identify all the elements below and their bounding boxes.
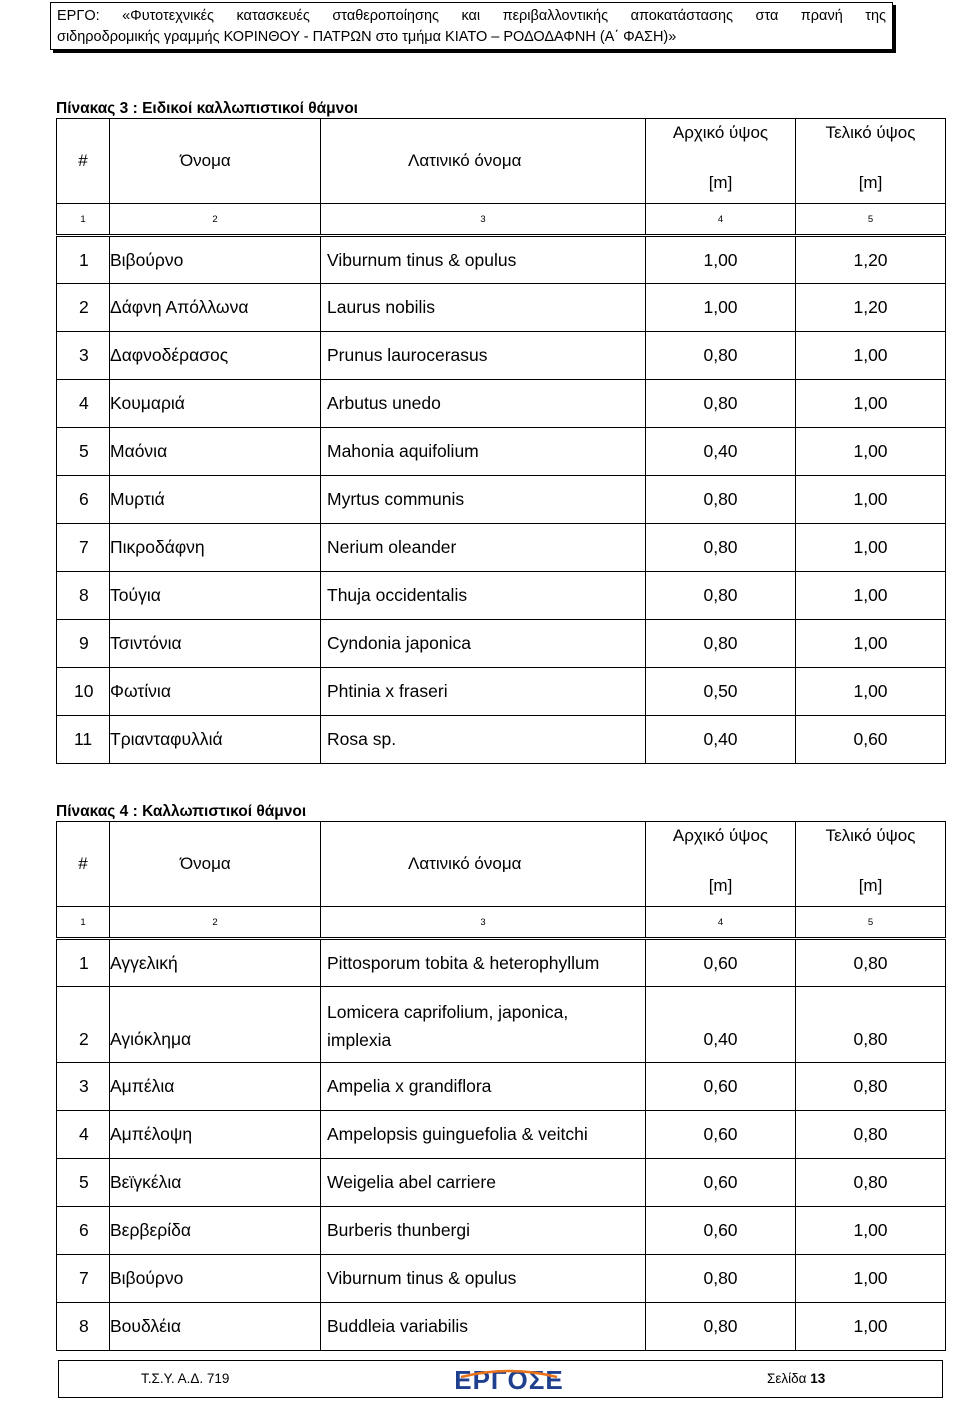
- row-final: 1,20: [796, 284, 946, 332]
- row-name: Αμπέλοψη: [110, 1111, 321, 1159]
- table-row: [57, 987, 946, 1063]
- row-latin: [321, 987, 646, 1063]
- row-name: Πικροδάφνη: [110, 524, 321, 572]
- row-initial: 0,80: [646, 620, 796, 668]
- row-initial: 0,80: [646, 572, 796, 620]
- row-initial: 0,80: [646, 1255, 796, 1303]
- row-number: 7: [57, 524, 110, 572]
- row-number: 1: [57, 236, 110, 284]
- row-latin: Phtinia x fraseri: [321, 668, 646, 716]
- table-row: [57, 572, 946, 620]
- table4-title: Πίνακας 4 : Καλλωπιστικοί θάμνοι: [56, 803, 307, 820]
- row-name: Αγιόκλημα: [110, 987, 321, 1063]
- row-latin: Prunus laurocerasus: [321, 332, 646, 380]
- row-final: 0,80: [796, 987, 946, 1063]
- row-number: 2: [57, 987, 110, 1063]
- row-name: Τούγια: [110, 572, 321, 620]
- row-name: Βερβερίδα: [110, 1207, 321, 1255]
- table4-colnum: 3: [321, 907, 646, 939]
- table-row: [57, 1063, 946, 1111]
- document-header: [50, 2, 893, 50]
- row-number: 6: [57, 476, 110, 524]
- page-label: Σελίδα: [767, 1371, 811, 1386]
- table3-header-hash: #: [57, 119, 110, 204]
- footer-page: [767, 1371, 825, 1386]
- table3-colnum: 3: [321, 204, 646, 236]
- table3-final-label: Τελικό ύψος: [825, 123, 916, 142]
- table-row: [57, 236, 946, 284]
- row-final: 1,00: [796, 332, 946, 380]
- row-latin: Buddleia variabilis: [321, 1303, 646, 1351]
- row-final: 1,00: [796, 1255, 946, 1303]
- table3-colnum: 4: [646, 204, 796, 236]
- row-latin: Arbutus unedo: [321, 380, 646, 428]
- row-latin: Myrtus communis: [321, 476, 646, 524]
- row-initial: 0,80: [646, 476, 796, 524]
- table3-final-unit: [m]: [858, 173, 883, 192]
- table4-final-label: Τελικό ύψος: [825, 826, 916, 845]
- row-initial: 0,40: [646, 987, 796, 1063]
- row-number: 1: [57, 939, 110, 987]
- row-final: 1,00: [796, 620, 946, 668]
- table3-colnum: 5: [796, 204, 946, 236]
- table-row: [57, 524, 946, 572]
- table4-header-final: [796, 822, 946, 907]
- table4-header-initial: [646, 822, 796, 907]
- row-latin: Thuja occidentalis: [321, 572, 646, 620]
- row-name: Τσιντόνια: [110, 620, 321, 668]
- logo-text: ΕΡΓΟΣΕ: [454, 1365, 564, 1395]
- row-name: Βουδλέια: [110, 1303, 321, 1351]
- row-name: Αγγελική: [110, 939, 321, 987]
- row-initial: 0,60: [646, 1159, 796, 1207]
- page-footer: [58, 1360, 943, 1398]
- row-initial: 0,60: [646, 1111, 796, 1159]
- row-name: Μαόνια: [110, 428, 321, 476]
- row-latin: Ampelia x grandiflora: [321, 1063, 646, 1111]
- row-latin: Rosa sp.: [321, 716, 646, 764]
- row-latin-line-2: implexia: [327, 1029, 392, 1050]
- table3-body: [57, 236, 946, 764]
- row-number: 4: [57, 1111, 110, 1159]
- table-row: [57, 428, 946, 476]
- table-row: [57, 332, 946, 380]
- row-number: 8: [57, 1303, 110, 1351]
- row-name: Δάφνη Απόλλωνα: [110, 284, 321, 332]
- table3-header-latin: Λατινικό όνομα: [321, 119, 646, 204]
- row-number: 3: [57, 1063, 110, 1111]
- row-initial: 0,80: [646, 380, 796, 428]
- row-final: 1,00: [796, 476, 946, 524]
- row-latin: Burberis thunbergi: [321, 1207, 646, 1255]
- ergose-logo: [447, 1365, 571, 1395]
- row-name: Φωτίνια: [110, 668, 321, 716]
- row-latin: Laurus nobilis: [321, 284, 646, 332]
- table4-header-name: Όνομα: [110, 822, 321, 907]
- table3-colnum: 1: [57, 204, 110, 236]
- row-final: 0,80: [796, 939, 946, 987]
- row-final: 1,00: [796, 380, 946, 428]
- row-initial: 0,60: [646, 939, 796, 987]
- row-final: 1,00: [796, 572, 946, 620]
- table3-header-final: [796, 119, 946, 204]
- row-name: Μυρτιά: [110, 476, 321, 524]
- row-final: 1,00: [796, 428, 946, 476]
- row-initial: 0,60: [646, 1207, 796, 1255]
- table-row: [57, 716, 946, 764]
- row-final: 1,00: [796, 668, 946, 716]
- row-final: 1,00: [796, 1303, 946, 1351]
- row-final: 1,00: [796, 524, 946, 572]
- table-row: [57, 1207, 946, 1255]
- table-row: [57, 1111, 946, 1159]
- table4-colnum: 2: [110, 907, 321, 939]
- row-name: Δαφνοδέρασος: [110, 332, 321, 380]
- header-line-1: ΕΡΓΟ: «Φυτοτεχνικές κατασκευές σταθεροποίησης και περιβαλλοντικής αποκατάστασης στα πρανή της: [57, 8, 886, 24]
- row-name: Κουμαριά: [110, 380, 321, 428]
- row-final: 1,00: [796, 1207, 946, 1255]
- row-initial: 0,40: [646, 428, 796, 476]
- row-latin: Ampelopsis guinguefolia & veitchi: [321, 1111, 646, 1159]
- row-name: Τριανταφυλλιά: [110, 716, 321, 764]
- row-number: 5: [57, 1159, 110, 1207]
- table3-header-initial: [646, 119, 796, 204]
- table-row: [57, 380, 946, 428]
- table4-initial-label: Αρχικό ύψος: [672, 826, 769, 845]
- row-initial: 1,00: [646, 236, 796, 284]
- row-latin: Mahonia aquifolium: [321, 428, 646, 476]
- table3-initial-label: Αρχικό ύψος: [672, 123, 769, 142]
- row-latin: Viburnum tinus & opulus: [321, 236, 646, 284]
- row-number: 7: [57, 1255, 110, 1303]
- table3: [56, 118, 946, 764]
- row-final: 1,20: [796, 236, 946, 284]
- row-latin: Pittosporum tobita & heterophyllum: [321, 939, 646, 987]
- table4-colnum: 5: [796, 907, 946, 939]
- row-number: 8: [57, 572, 110, 620]
- row-final: 0,80: [796, 1111, 946, 1159]
- table4-header-hash: #: [57, 822, 110, 907]
- row-name: Βεϊγκέλια: [110, 1159, 321, 1207]
- row-initial: 0,40: [646, 716, 796, 764]
- table3-header-name: Όνομα: [110, 119, 321, 204]
- table-row: [57, 668, 946, 716]
- table-row: [57, 1255, 946, 1303]
- row-number: 11: [57, 716, 110, 764]
- row-initial: 1,00: [646, 284, 796, 332]
- row-initial: 0,80: [646, 1303, 796, 1351]
- row-latin-line-1: Lomicera caprifolium, japonica,: [327, 1001, 569, 1022]
- table4-colnum: 1: [57, 907, 110, 939]
- table-row: [57, 284, 946, 332]
- header-line-2: σιδηροδρομικής γραμμής ΚΟΡΙΝΘΟΥ - ΠΑΤΡΩΝ στο τμήμα ΚΙΑΤΟ – ΡΟΔΟΔΑΦΝΗ (Α΄ ΦΑΣΗ)»: [57, 29, 677, 45]
- table3-colnum: 2: [110, 204, 321, 236]
- row-initial: 0,80: [646, 332, 796, 380]
- row-final: 0,80: [796, 1159, 946, 1207]
- row-number: 4: [57, 380, 110, 428]
- row-initial: 0,60: [646, 1063, 796, 1111]
- row-name: Βιβούρνο: [110, 1255, 321, 1303]
- row-latin: Weigelia abel carriere: [321, 1159, 646, 1207]
- row-number: 3: [57, 332, 110, 380]
- row-name: Βιβούρνο: [110, 236, 321, 284]
- row-number: 10: [57, 668, 110, 716]
- row-latin: Nerium oleander: [321, 524, 646, 572]
- footer-reference: Τ.Σ.Υ. Α.Δ. 719: [141, 1371, 230, 1386]
- table4-body: [57, 939, 946, 1351]
- row-number: 5: [57, 428, 110, 476]
- table4-final-unit: [m]: [858, 876, 883, 895]
- table-row: [57, 1303, 946, 1351]
- row-name: Αμπέλια: [110, 1063, 321, 1111]
- table-row: [57, 939, 946, 987]
- row-latin: Viburnum tinus & opulus: [321, 1255, 646, 1303]
- table3-initial-unit: [m]: [708, 173, 733, 192]
- table3-title: Πίνακας 3 : Ειδικοί καλλωπιστικοί θάμνοι: [56, 100, 358, 117]
- table4-initial-unit: [m]: [708, 876, 733, 895]
- table4-header-latin: Λατινικό όνομα: [321, 822, 646, 907]
- table-row: [57, 476, 946, 524]
- row-initial: 0,50: [646, 668, 796, 716]
- row-number: 2: [57, 284, 110, 332]
- row-initial: 0,80: [646, 524, 796, 572]
- table4: [56, 821, 946, 1351]
- table-row: [57, 620, 946, 668]
- row-number: 9: [57, 620, 110, 668]
- page-number: 13: [810, 1371, 826, 1386]
- row-number: 6: [57, 1207, 110, 1255]
- row-final: 0,60: [796, 716, 946, 764]
- table4-colnum: 4: [646, 907, 796, 939]
- row-latin: Cyndonia japonica: [321, 620, 646, 668]
- table-row: [57, 1159, 946, 1207]
- row-final: 0,80: [796, 1063, 946, 1111]
